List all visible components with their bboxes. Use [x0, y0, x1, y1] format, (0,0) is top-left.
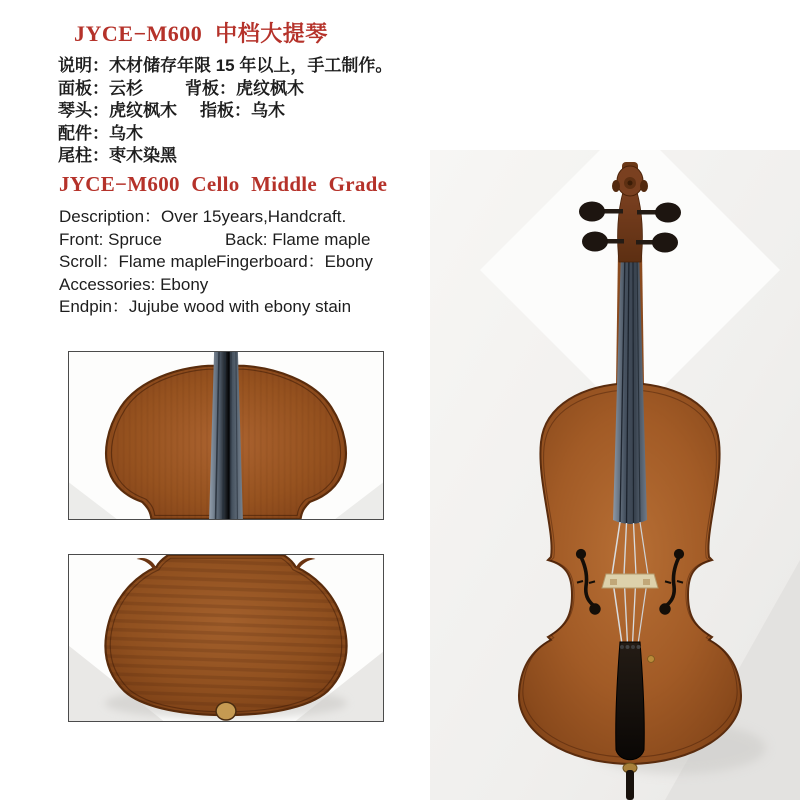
- spec-list-cn: [58, 55, 392, 168]
- fine-tuner: [620, 645, 624, 649]
- bridge: [602, 574, 658, 588]
- spec-text: Description：Over 15years,Handcraft.: [59, 207, 347, 226]
- spec-text: 说明：木材储存年限 15 年以上，手工制作。: [58, 56, 393, 75]
- product-title-cn: JYCE−M600 中档大提琴: [74, 21, 328, 46]
- flame-maple-figure: [105, 555, 346, 715]
- fine-tuner: [631, 645, 635, 649]
- spec-text: Scroll：Flame maple: [59, 252, 217, 271]
- spec-text: 背板：虎纹枫木: [185, 78, 304, 98]
- fine-tuner: [626, 645, 630, 649]
- spec-text: 琴头：虎纹枫木: [58, 101, 177, 120]
- cello-back-lower-bout: [105, 555, 346, 720]
- cello-full-image: [430, 150, 800, 800]
- spec-row-description-cn: [58, 55, 392, 78]
- endpin-button: [216, 702, 236, 720]
- tuner-screw: [648, 656, 655, 663]
- cello-back-detail-photo: [68, 554, 384, 722]
- pegbox: [618, 192, 643, 262]
- spec-list-en: [59, 206, 373, 319]
- spec-text: Endpin：Jujube wood with ebony stain: [59, 297, 352, 316]
- spec-text: Back: Flame maple: [225, 229, 371, 249]
- fingerboard: [209, 352, 243, 519]
- spec-row-endpin-cn: [58, 145, 392, 168]
- spec-text: Fingerboard：Ebony: [216, 252, 373, 271]
- spec-row-endpin-en: [59, 296, 373, 319]
- spec-row-scroll-fingerboard-cn: [58, 100, 392, 123]
- spec-row-scroll-fingerboard-en: [59, 251, 373, 274]
- cello-front-detail-image: [69, 352, 383, 519]
- spec-text: Front: Spruce: [59, 229, 162, 249]
- spec-row-accessories-cn: [58, 123, 392, 146]
- spec-row-front-back-cn: [58, 78, 392, 101]
- spec-text: 指板：乌木: [200, 101, 285, 120]
- spec-text: 面板：云杉: [58, 78, 143, 98]
- string: [633, 252, 634, 523]
- spec-text: 配件：乌木: [58, 123, 143, 143]
- spec-text: 尾柱：枣木染黑: [58, 146, 177, 165]
- spec-row-accessories-en: [59, 274, 373, 297]
- spec-text: Accessories: Ebony: [59, 274, 209, 294]
- spec-row-front-back-en: [59, 229, 373, 252]
- cello-front-detail-photo: [68, 351, 384, 520]
- cello-full-photo: [430, 150, 800, 800]
- cello-back-detail-image: [69, 555, 383, 721]
- spec-row-description-en: [59, 206, 373, 229]
- product-title-en: JYCE−M600 Cello Middle Grade: [59, 172, 388, 196]
- fine-tuner: [637, 645, 641, 649]
